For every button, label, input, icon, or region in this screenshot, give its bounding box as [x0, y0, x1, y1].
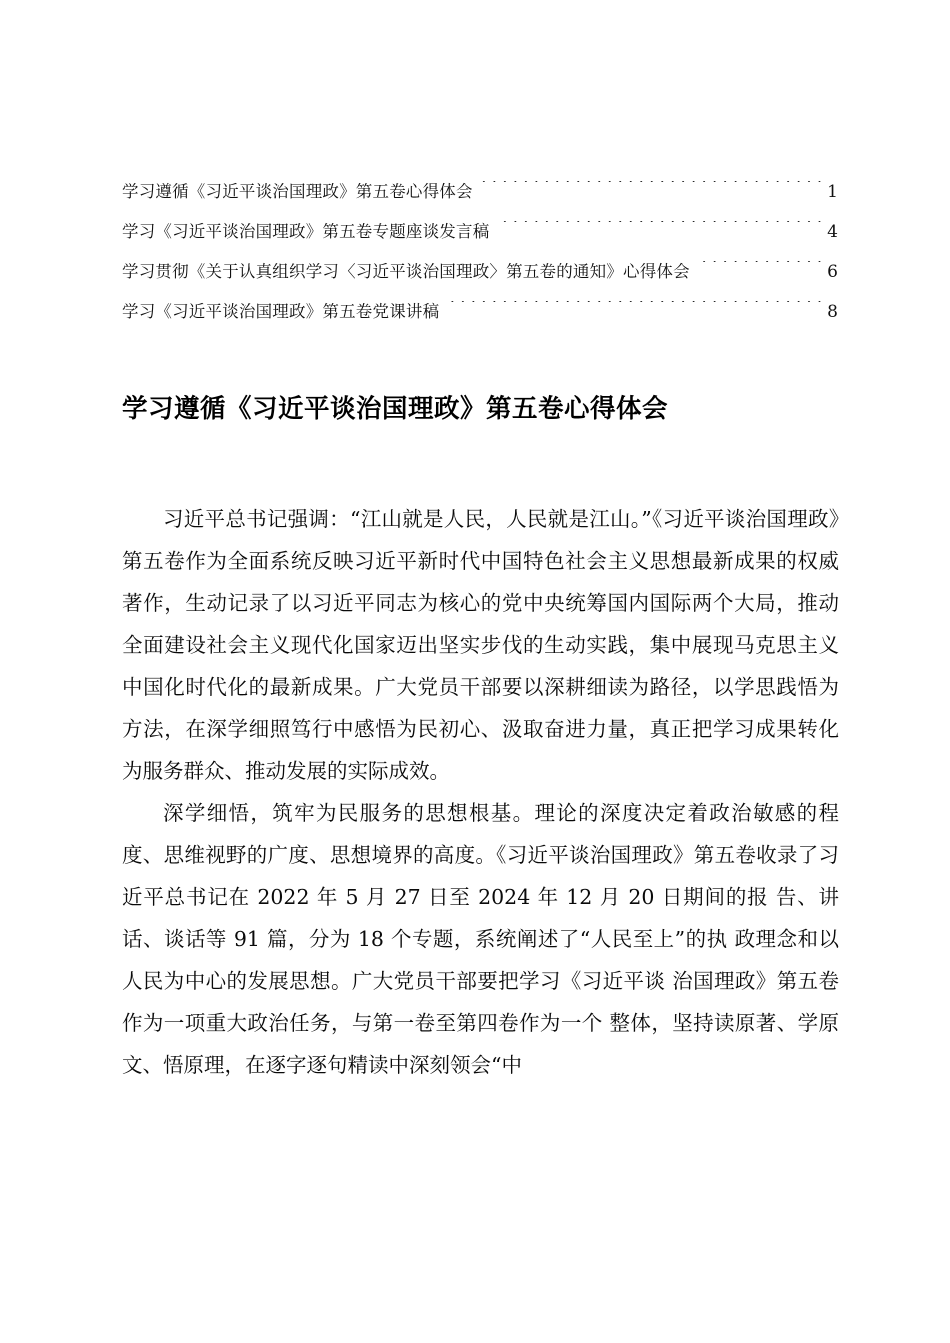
paragraph: 深学细悟，筑牢为民服务的思想根基。理论的深度决定着政治敏感的程度、思维视野的广度、思想境界的高度。《习近平谈治国理政》第五卷收录了习近平总书记在 2022 年 5 月 27 日至 2024 年 12 月 20 日期间的报 告、讲话、谈话等 91 篇，分为 18 个专题，系统阐述了“人民至上”的执 政理念和以人民为中心的发展思想。广大党员干部要把学习《习近平谈 治国理政》第五卷作为一项重大政治任务，与第一卷至第四卷作为一个 整体，坚持读原著、学原文、悟原理，在逐字逐句精读中深刻领会“中: [122, 801, 839, 1077]
toc-entry-title: 学习贯彻《关于认真组织学习〈习近平谈治国理政〉第五卷的通知》心得体会: [122, 262, 690, 281]
toc-page-number: 6: [827, 262, 838, 282]
toc-entry[interactable]: [122, 212, 838, 252]
toc-dot-leader: [446, 301, 822, 318]
toc-entry[interactable]: [122, 172, 838, 212]
toc-page-number: 1: [827, 182, 838, 202]
paragraph: 习近平总书记强调：“江山就是人民，人民就是江山。”《习近平谈治国理政》第五卷作为全面系统反映习近平新时代中国特色社会主义思想最新成果的权威著作，生动记录了以习近平同志为核心的党中央统筹国内国际两个大局，推动全面建设社会主义现代化国家迈出坚实步伐的生动实践，集中展现马克思主义中国化时代化的最新成果。广大党员干部要以深耕细读为路径，以学思践悟为方法，在深学细照笃行中感悟为民初心、汲取奋进力量，真正把学习成果转化为服务群众、推动发展的实际成效。: [122, 507, 839, 783]
toc-entry[interactable]: [122, 252, 838, 292]
toc-entry-title: 学习《习近平谈治国理政》第五卷专题座谈发言稿: [122, 222, 490, 241]
toc-dot-leader: [480, 181, 822, 198]
toc-page-number: 4: [827, 222, 838, 242]
page-title: 学习遵循《习近平谈治国理政》第五卷心得体会: [122, 394, 669, 425]
toc-entry-title: 学习遵循《习近平谈治国理政》第五卷心得体会: [122, 182, 473, 201]
toc-entry-title: 学习《习近平谈治国理政》第五卷党课讲稿: [122, 302, 440, 321]
toc-entry[interactable]: [122, 292, 838, 332]
table-of-contents: [122, 172, 838, 332]
toc-page-number: 8: [827, 302, 838, 322]
article-body: [122, 498, 839, 1086]
toc-dot-leader: [496, 221, 822, 238]
toc-dot-leader: [697, 261, 822, 278]
